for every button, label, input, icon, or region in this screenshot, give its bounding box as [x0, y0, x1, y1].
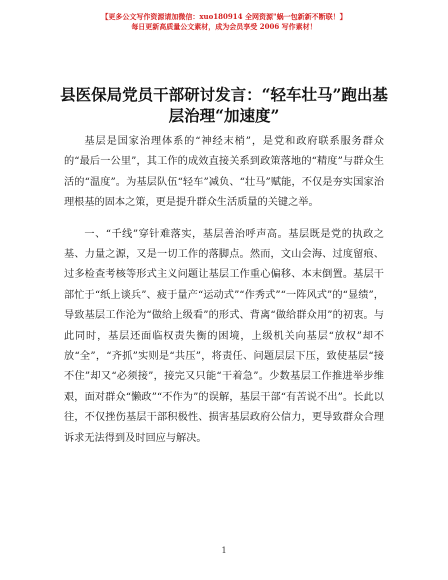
promo-banner: [76, 12, 372, 32]
document-body: [64, 132, 384, 460]
page-number: 1: [221, 546, 227, 555]
promo-banner-line-1: 【更多公文写作资源请加微信：xuo180914 全网资源"蜗一包新新不断联！】: [101, 12, 347, 21]
promo-banner-line-2: 每日更新高质量公文素材，成为会员享受 2006 写作素材！: [131, 22, 317, 31]
paragraph-intro: 基层是国家治理体系的“神经末梢”，是党和政府联系服务群众的“最后一公里”，其工作的成效直接关系到政策落地的“精度”与群众生活的“温度”。为基层队伍“轻车”减负、“壮马”赋能，不仅是夯实国家治理根基的固本之策，更是提升群众生活质量的关键之举。: [64, 136, 384, 209]
document-title: 县医保局党员干部研讨发言：“轻车壮马”跑出基层治理“加速度”: [60, 85, 388, 125]
paragraph-section-1: 一、“千线”穿针难落实，基层善治呼声高。基层既是党的执政之基、力量之源，又是一切工作的落脚点。然而，文山会海、过度留痕、过多检查考核等形式主义问题让基层工作重心偏移、本末倒置。基层干部忙于“纸上谈兵”、疲于量产“运动式”“作秀式”“一阵风式”的“显绩”，导致基层工作沦为“做给上级看”的形式、背离“做给群众用”的初衷。与此同时，基层还面临权责失衡的困境，上级机关向基层“放权”却不放“全”，“齐抓”实则是“共压”，将责任、问题层层下压，致使基层“接不住”却又“必须接”，接完又只能“干着急”。少数基层工作推进举步维艰，面对群众“懒政”“不作为”的误解，基层干部“有苦说不出”。长此以往，不仅挫伤基层干部积极性、损害基层政府公信力，更导致群众合理诉求无法得到及时回应与解决。: [64, 228, 384, 444]
